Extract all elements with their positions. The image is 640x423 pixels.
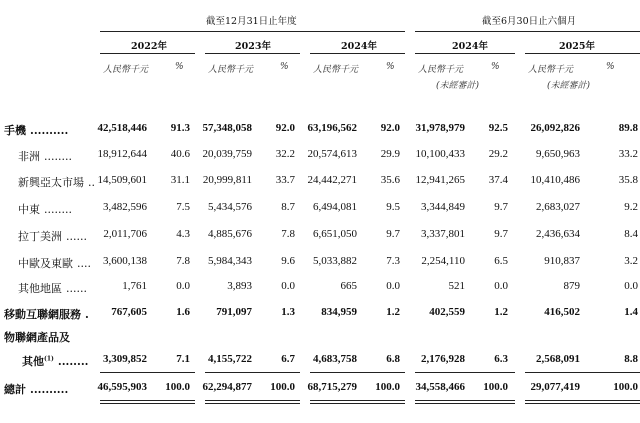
table-cell: 791,097 <box>216 306 252 318</box>
table-cell: 834,959 <box>321 306 357 318</box>
table-cell: 40.6 <box>170 148 190 160</box>
table-cell: 12,941,265 <box>415 174 465 186</box>
table-cell: 5,434,576 <box>208 201 252 213</box>
table-cell: 6.3 <box>494 353 508 365</box>
table-cell: 7.1 <box>176 353 190 365</box>
table-cell: 3,893 <box>227 280 252 292</box>
table-cell: 89.8 <box>618 122 638 134</box>
row-label: 中東 ........ <box>18 203 72 216</box>
table-cell: 26,092,826 <box>530 122 580 134</box>
unit-pct-2022: % <box>175 62 184 72</box>
total-double-line-a-2022 <box>100 400 195 401</box>
table-cell: 2,254,110 <box>421 255 465 267</box>
unit-rmb-2024: 人民幣千元 <box>313 65 359 75</box>
table-cell: 9,650,963 <box>536 148 580 160</box>
row-label: 總計 .......... <box>4 383 69 396</box>
total-double-line-a-2024-h1 <box>415 400 515 401</box>
table-cell: 8.7 <box>281 201 295 213</box>
table-cell: 57,348,058 <box>202 122 252 134</box>
total-double-line-b-2025-h1 <box>525 403 640 404</box>
table-cell: 3,600,138 <box>103 255 147 267</box>
table-cell: 29,077,419 <box>530 381 580 393</box>
row-label: 拉丁美洲 ...... <box>18 230 87 243</box>
total-double-line-a-2023 <box>205 400 300 401</box>
table-cell: 37.4 <box>488 174 508 186</box>
table-cell: 20,574,613 <box>307 148 357 160</box>
table-cell: 46,595,903 <box>97 381 147 393</box>
total-top-line-2023 <box>205 372 300 373</box>
table-cell: 7.5 <box>176 201 190 213</box>
table-cell: 1.2 <box>386 306 400 318</box>
total-double-line-b-2024-h1 <box>415 403 515 404</box>
table-cell: 10,410,486 <box>530 174 580 186</box>
table-cell: 20,039,759 <box>202 148 252 160</box>
table-cell: 9.2 <box>624 201 638 213</box>
table-cell: 100.0 <box>483 381 508 393</box>
table-cell: 3,482,596 <box>103 201 147 213</box>
table-cell: 767,605 <box>111 306 147 318</box>
half-group-header: 截至6月30日止六個月 <box>482 16 577 27</box>
table-cell: 1.6 <box>176 306 190 318</box>
table-cell: 3,337,801 <box>421 228 465 240</box>
unit-pct-2023: % <box>280 62 289 72</box>
unit-pct-2025-h1: % <box>606 62 615 72</box>
table-cell: 10,100,433 <box>415 148 465 160</box>
table-cell: 2,436,634 <box>536 228 580 240</box>
table-cell: 4,885,676 <box>208 228 252 240</box>
year-header-2024-h1: 2024年 <box>452 41 488 52</box>
annual-group-header: 截至12月31日止年度 <box>206 16 297 27</box>
table-cell: 0.0 <box>494 280 508 292</box>
unit-rmb-2023: 人民幣千元 <box>208 65 254 75</box>
row-label: 移動互聯網服務 . <box>4 308 89 321</box>
table-cell: 100.0 <box>613 381 638 393</box>
table-cell: 521 <box>448 280 465 292</box>
table-cell: 9.5 <box>386 201 400 213</box>
year-line-2024-h1 <box>415 53 515 54</box>
total-top-line-2024 <box>310 372 405 373</box>
year-line-2025-h1 <box>525 53 640 54</box>
table-cell: 7.8 <box>281 228 295 240</box>
total-top-line-2022 <box>100 372 195 373</box>
half-group-line <box>415 31 640 32</box>
table-cell: 879 <box>563 280 580 292</box>
table-cell: 33.2 <box>618 148 638 160</box>
unit-pct-2024-h1: % <box>491 62 500 72</box>
table-cell: 5,033,882 <box>313 255 357 267</box>
table-cell: 18,912,644 <box>97 148 147 160</box>
total-double-line-b-2024 <box>310 403 405 404</box>
table-cell: 2,176,928 <box>421 353 465 365</box>
table-cell: 5,984,343 <box>208 255 252 267</box>
row-label: 其他$^{(1)}$ ........ <box>22 355 89 368</box>
table-cell: 1.3 <box>281 306 295 318</box>
table-cell: 7.8 <box>176 255 190 267</box>
table-cell: 6,494,081 <box>313 201 357 213</box>
table-cell: 9.7 <box>386 228 400 240</box>
total-top-line-2024-h1 <box>415 372 515 373</box>
table-cell: 416,502 <box>544 306 580 318</box>
table-cell: 31,978,979 <box>415 122 465 134</box>
table-cell: 665 <box>340 280 357 292</box>
table-cell: 34,558,466 <box>415 381 465 393</box>
row-label: 非洲 ........ <box>18 150 72 163</box>
table-cell: 6.8 <box>386 353 400 365</box>
table-cell: 9.6 <box>281 255 295 267</box>
table-cell: 1.4 <box>624 306 638 318</box>
table-cell: 24,442,271 <box>307 174 357 186</box>
table-cell: 92.5 <box>488 122 508 134</box>
unit-rmb-2022: 人民幣千元 <box>103 65 149 75</box>
table-cell: 9.7 <box>494 228 508 240</box>
total-double-line-b-2023 <box>205 403 300 404</box>
table-cell: 35.8 <box>618 174 638 186</box>
table-cell: 8.8 <box>624 353 638 365</box>
table-cell: 402,559 <box>429 306 465 318</box>
table-cell: 4.3 <box>176 228 190 240</box>
table-cell: 62,294,877 <box>202 381 252 393</box>
table-cell: 6.5 <box>494 255 508 267</box>
total-top-line-2025-h1 <box>525 372 640 373</box>
table-cell: 2,011,706 <box>103 228 147 240</box>
table-cell: 42,518,446 <box>97 122 147 134</box>
table-cell: 100.0 <box>375 381 400 393</box>
year-line-2023 <box>205 53 300 54</box>
table-cell: 31.1 <box>170 174 190 186</box>
row-label: 中歐及東歐 .... <box>18 257 91 270</box>
total-double-line-a-2025-h1 <box>525 400 640 401</box>
table-cell: 91.3 <box>170 122 190 134</box>
year-header-2024: 2024年 <box>341 41 377 52</box>
year-line-2024 <box>310 53 405 54</box>
table-cell: 7.3 <box>386 255 400 267</box>
unaudited-2025-h1: (未經審計) <box>547 81 591 91</box>
table-cell: 33.7 <box>275 174 295 186</box>
annual-group-line <box>100 31 405 32</box>
table-cell: 910,837 <box>544 255 580 267</box>
table-cell: 1,761 <box>122 280 147 292</box>
row-label: 手機 .......... <box>4 124 69 137</box>
table-cell: 20,999,811 <box>202 174 252 186</box>
unit-rmb-2025-h1: 人民幣千元 <box>528 65 574 75</box>
table-cell: 32.2 <box>275 148 295 160</box>
table-cell: 2,568,091 <box>536 353 580 365</box>
unit-pct-2024: % <box>386 62 395 72</box>
table-cell: 1.2 <box>494 306 508 318</box>
table-cell: 14,509,601 <box>97 174 147 186</box>
table-cell: 100.0 <box>165 381 190 393</box>
table-cell: 0.0 <box>386 280 400 292</box>
row-label: 新興亞太市場 .. <box>18 176 95 189</box>
row-label: 其他地區 ...... <box>18 282 87 295</box>
year-header-2023: 2023年 <box>235 41 271 52</box>
table-cell: 92.0 <box>380 122 400 134</box>
total-double-line-a-2024 <box>310 400 405 401</box>
table-cell: 2,683,027 <box>536 201 580 213</box>
table-cell: 3,344,849 <box>421 201 465 213</box>
table-cell: 4,155,722 <box>208 353 252 365</box>
table-cell: 29.9 <box>380 148 400 160</box>
table-cell: 68,715,279 <box>307 381 357 393</box>
table-cell: 0.0 <box>176 280 190 292</box>
table-cell: 6.7 <box>281 353 295 365</box>
table-cell: 92.0 <box>275 122 295 134</box>
year-line-2022 <box>100 53 195 54</box>
table-cell: 35.6 <box>380 174 400 186</box>
unit-rmb-2024-h1: 人民幣千元 <box>418 65 464 75</box>
table-cell: 9.7 <box>494 201 508 213</box>
row-label: 物聯網產品及 <box>4 331 70 344</box>
table-cell: 0.0 <box>281 280 295 292</box>
table-cell: 100.0 <box>270 381 295 393</box>
table-cell: 3.2 <box>624 255 638 267</box>
table-cell: 3,309,852 <box>103 353 147 365</box>
year-header-2025-h1: 2025年 <box>559 41 595 52</box>
unaudited-2024-h1: (未經審計) <box>436 81 480 91</box>
table-cell: 6,651,050 <box>313 228 357 240</box>
year-header-2022: 2022年 <box>131 41 167 52</box>
table-cell: 63,196,562 <box>307 122 357 134</box>
table-cell: 0.0 <box>624 280 638 292</box>
table-cell: 4,683,758 <box>313 353 357 365</box>
total-double-line-b-2022 <box>100 403 195 404</box>
table-cell: 8.4 <box>624 228 638 240</box>
table-cell: 29.2 <box>488 148 508 160</box>
